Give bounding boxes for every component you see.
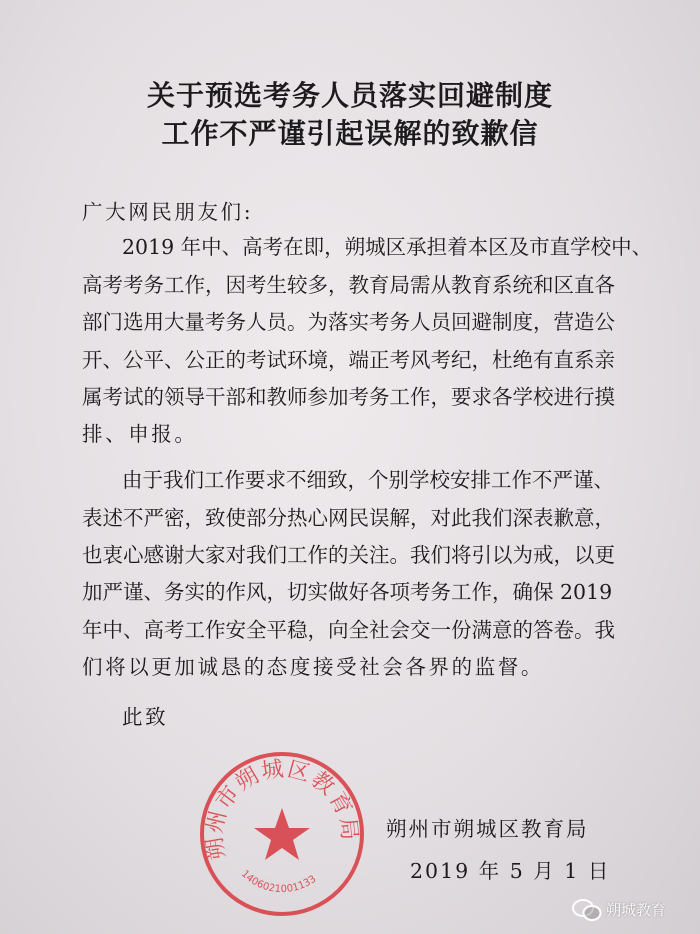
signature: 朔州市朔城区教育局 — [386, 817, 589, 841]
salutation: 广大网民朋友们: — [82, 200, 254, 224]
watermark — [572, 898, 666, 922]
text-line: 开、公平、公正的考试环境，端正考风考纪，杜绝有直系亲 — [82, 348, 615, 372]
star-icon — [254, 808, 310, 860]
text-line: 们将以更加诚恳的态度接受社会各界的监督。 — [82, 655, 544, 679]
text-line: 属考试的领导干部和教师参加考务工作，要求各学校进行摸 — [82, 385, 615, 409]
text-line: 高考考务工作，因考生较多，教育局需从教育系统和区直各 — [82, 273, 615, 297]
text-line: 表述不严密，致使部分热心网民误解，对此我们深表歉意， — [82, 506, 615, 530]
svg-text:朔州市朔城区教育局: 朔州市朔城区教育局 — [202, 756, 362, 862]
text-line: 也衷心感谢大家对我们工作的关注。我们将引以为戒，以更 — [82, 543, 615, 567]
text-line: 排、申报。 — [82, 422, 198, 446]
text-line: 由于我们工作要求不细致，个别学校安排工作不严谨、 — [122, 468, 614, 492]
svg-text:1406021001133: 1406021001133 — [238, 868, 319, 896]
letter-title-line-2: 工作不严谨引起误解的致歉信 — [161, 117, 539, 150]
date: 2019 年 5 月 1 日 — [410, 859, 611, 883]
wechat-icon — [572, 898, 602, 922]
text-line: 部门选用大量考务人员。为落实考务人员回避制度，营造公 — [82, 310, 615, 334]
letter-title-line-1: 关于预选考务人员落实回避制度 — [146, 79, 553, 112]
text-line: 2019 年中、高考在即，朔城区承担着本区及市直学校中、 — [122, 235, 653, 259]
closing: 此致 — [122, 705, 169, 729]
text-line: 年中、高考工作安全平稳，向全社会交一份满意的答卷。我 — [82, 618, 615, 642]
official-seal — [196, 748, 368, 920]
watermark-label: 朔城教育 — [606, 901, 667, 919]
text-line: 加严谨、务实的作风，切实做好各项考务工作，确保 2019 — [82, 580, 613, 604]
